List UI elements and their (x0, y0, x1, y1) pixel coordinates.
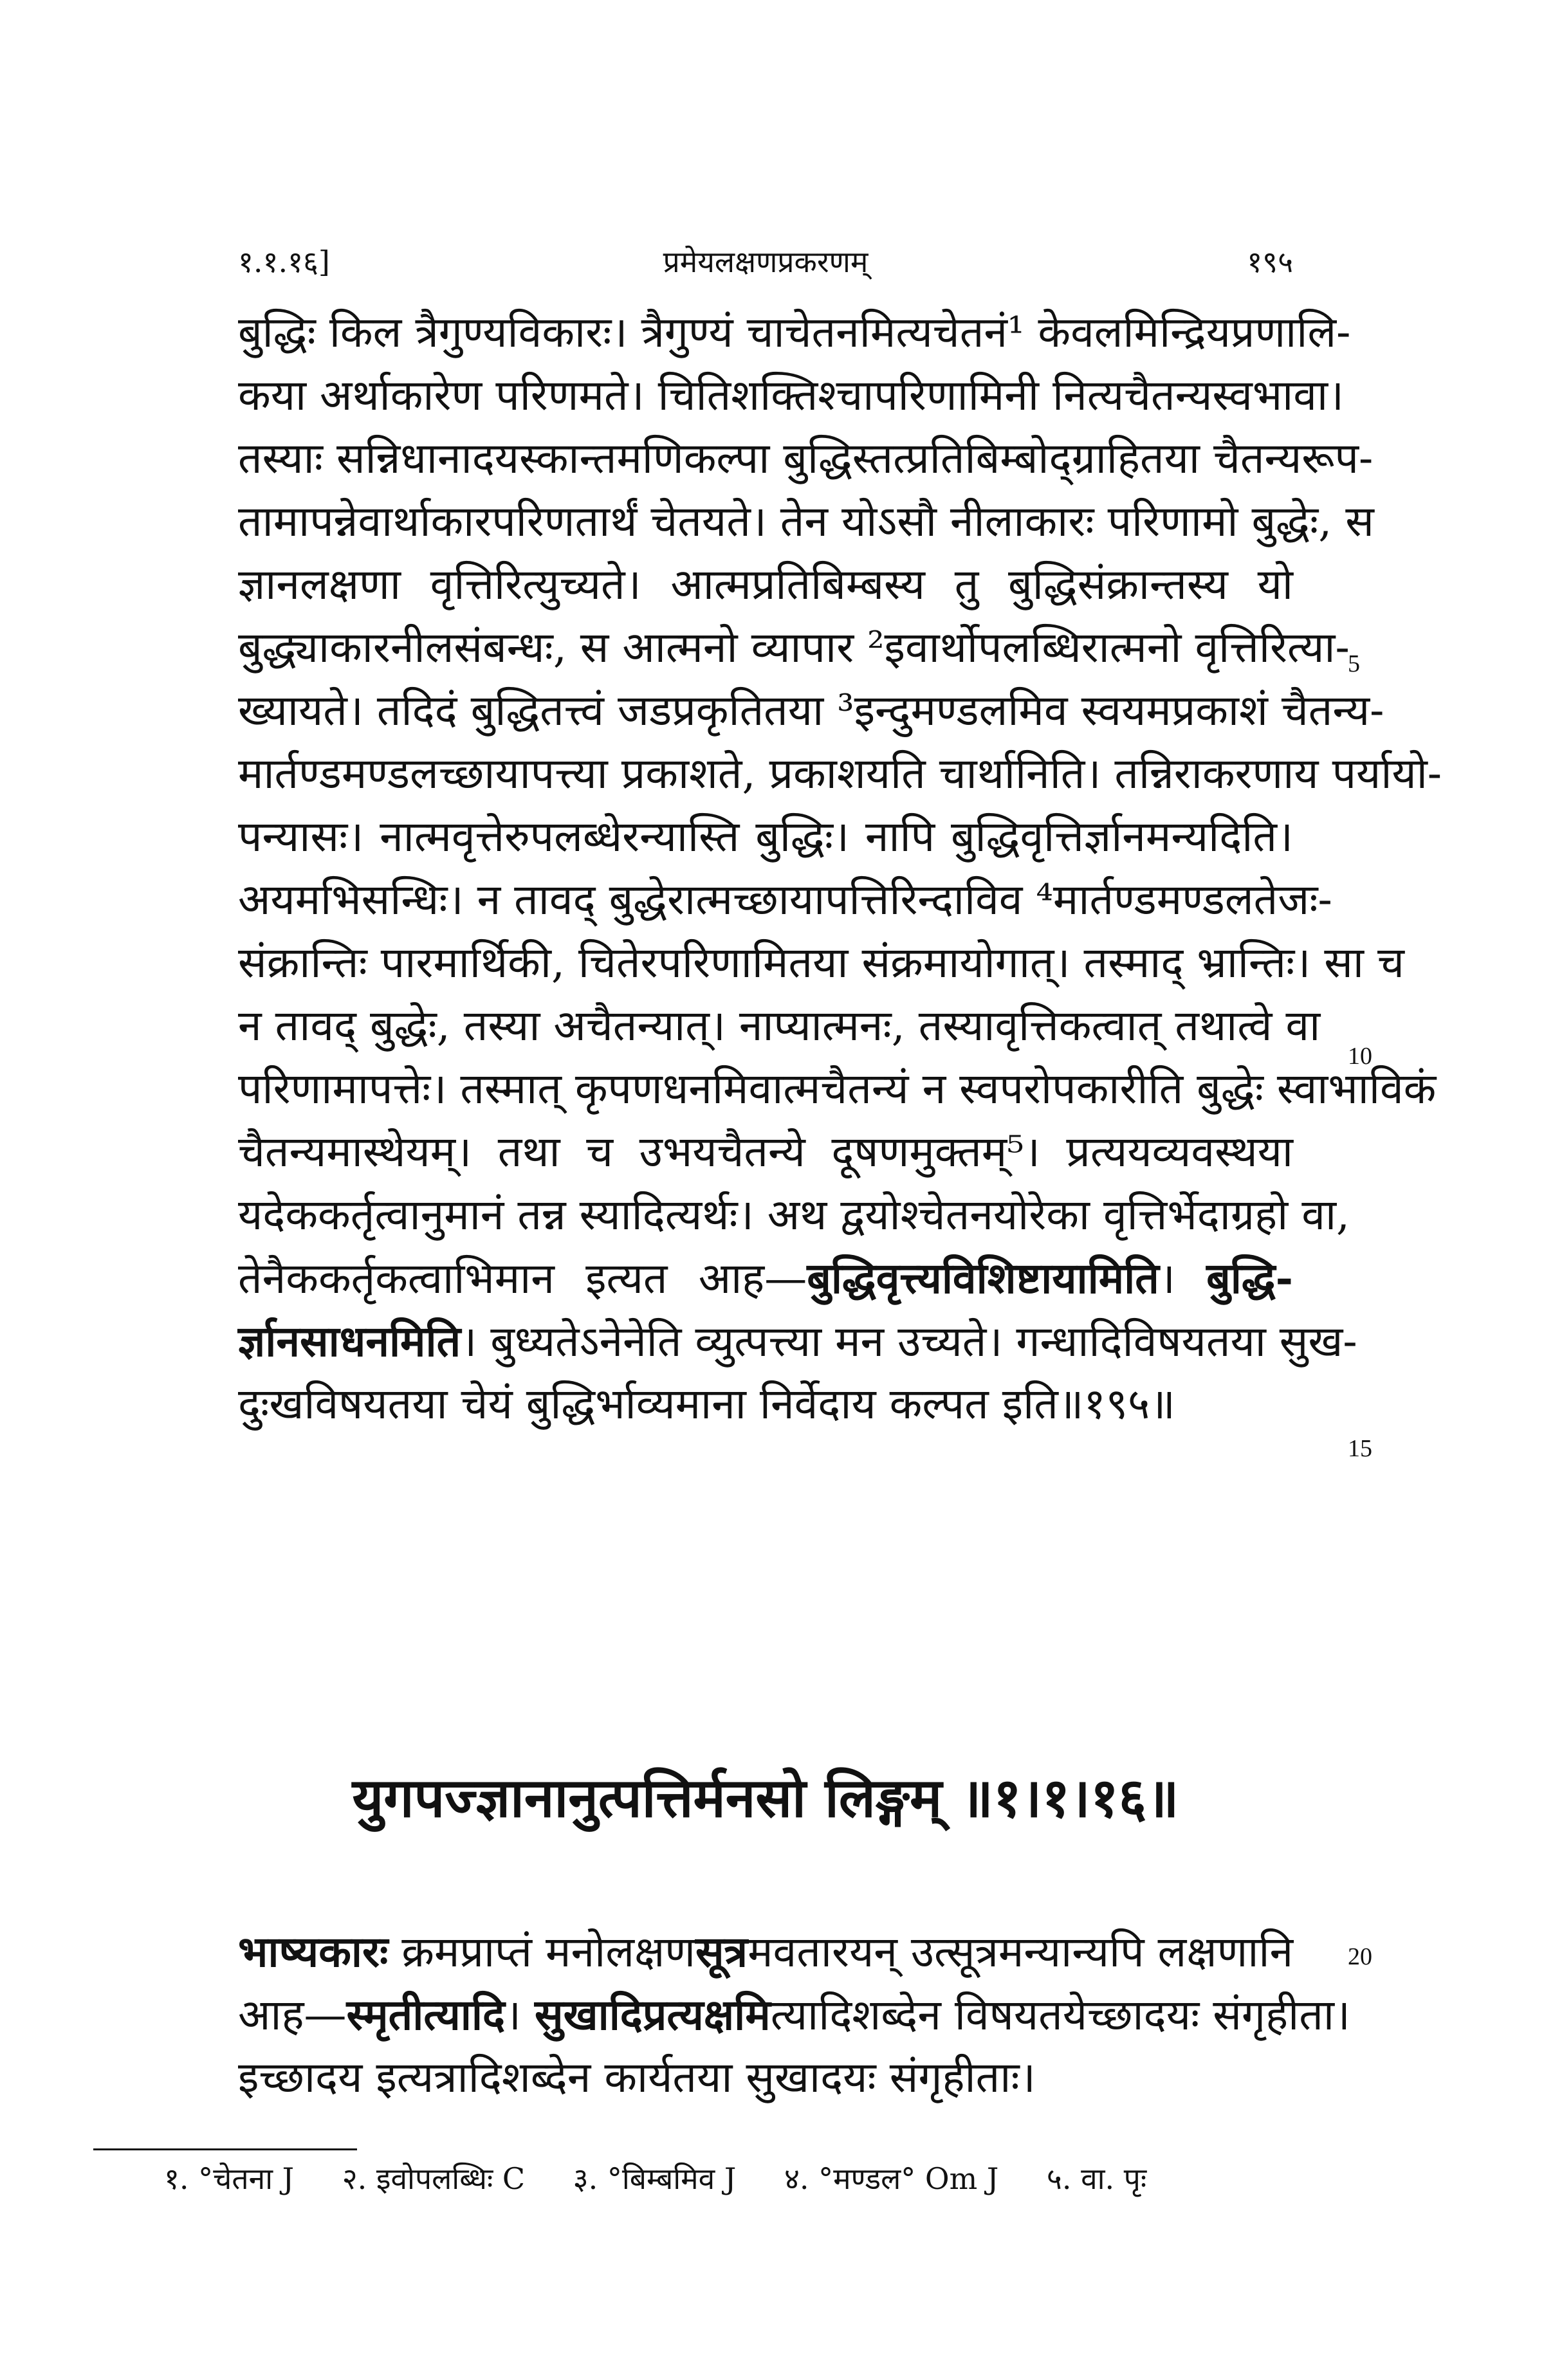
bold-term: भाष्यकारः (238, 1927, 389, 1977)
footnote: १. °चेतना J (164, 2161, 295, 2196)
text-line (238, 1247, 1293, 1310)
footnote: ३. °बिम्बमिव J (573, 2161, 737, 2196)
bold-term: बुद्धिवृत्त्यविशिष्टायामिति (807, 1253, 1159, 1303)
footnote: २. इवोपलब्धिः C (342, 2161, 526, 2196)
text-line: न तावद् बुद्धेः, तस्या अचैतन्यात्। नाप्यात्मनः, तस्यावृत्तिकत्वात् तथात्वे वा (238, 1001, 1321, 1050)
footnote: ५. वा. पृः (1046, 2161, 1147, 2196)
line-number: 15 (1348, 1435, 1372, 1462)
text-line: यदेककर्तृत्वानुमानं तन्न स्यादित्यर्थः। अथ द्वयोश्चेतनयोरेका वृत्तिर्भेदाग्रहो वा, (238, 1190, 1350, 1240)
text-line: मार्तण्डमण्डलच्छायापत्त्या प्रकाशते, प्रकाशयति चार्थानिति। तन्निराकरणाय पर्यायो- (238, 749, 1442, 798)
text-line: कया अर्थाकारेण परिणमते। चितिशक्तिश्चापरिणामिनी नित्यचैतन्यस्वभावा। (238, 371, 1345, 420)
text-segment: तेनैककर्तृकत्वाभिमान इत्यत आह— (238, 1254, 807, 1303)
text-line: दुःखविषयतया चेयं बुद्धिर्भाव्यमाना निर्वेदाय कल्पत इति॥१९५॥ (238, 1379, 1175, 1429)
bold-term: बुद्धि- (1206, 1253, 1293, 1303)
text-segment: मवतारयन् उत्सूत्रमन्यान्यपि लक्षणानि (748, 1927, 1294, 1977)
text-line (238, 1983, 1350, 2046)
bold-term: र्ज्ञानसाधनमिति (238, 1316, 461, 1366)
header-section-ref: १.१.१६] (238, 244, 330, 279)
text-line: चैतन्यमास्थेयम्। तथा च उभयचैतन्ये दूषणमुक्तम्⁵। प्रत्ययव्यवस्थया (238, 1127, 1293, 1176)
footnotes (164, 2158, 1309, 2198)
text-segment: क्रमप्राप्तं मनोलक्षण (388, 1927, 696, 1977)
text-line: बुद्ध्याकारनीलसंबन्धः, स आत्मनो व्यापार ²इवार्थोपलब्धिरात्मनो वृत्तिरित्या- (238, 623, 1350, 672)
text-segment: । बुध्यतेऽनेनेति व्युत्पत्त्या मन उच्यते। गन्धादिविषयतया सुख- (461, 1317, 1357, 1366)
header-chapter-title: प्रमेयलक्षणप्रकरणम् (663, 244, 868, 279)
text-line: ख्यायते। तदिदं बुद्धितत्त्वं जडप्रकृतितया ³इन्दुमण्डलमिव स्वयमप्रकाशं चैतन्य- (238, 686, 1384, 735)
footnote-rule (93, 2148, 357, 2150)
text-line: संक्रान्तिः पारमार्थिकी, चितेरपरिणामितया संक्रमायोगात्। तस्माद् भ्रान्तिः। सा च (238, 938, 1404, 987)
header-page-number: १९५ (1247, 244, 1293, 279)
bhashya-paragraph (238, 1920, 1350, 2109)
text-line (238, 1310, 1357, 1373)
text-line: तामापन्नेवार्थाकारपरिणतार्थं चेतयते। तेन योऽसौ नीलाकारः परिणामो बुद्धेः, स (238, 497, 1374, 546)
text-segment: । (505, 1990, 535, 2040)
running-header (238, 241, 1293, 286)
text-line: पन्यासः। नात्मवृत्तेरुपलब्धेरन्यास्ति बुद्धिः। नापि बुद्धिवृत्तिर्ज्ञानमन्यदिति। (238, 812, 1293, 861)
text-segment: । (1159, 1254, 1207, 1303)
text-line: ज्ञानलक्षणा वृत्तिरित्युच्यते। आत्मप्रतिबिम्बस्य तु बुद्धिसंक्रान्तस्य यो (238, 560, 1293, 609)
footnote: ४. °मण्डल° Om J (784, 2161, 999, 2196)
bold-term: सूत्र (695, 1927, 748, 1977)
text-line: तस्याः सन्निधानादयस्कान्तमणिकल्पा बुद्धिस्तत्प्रतिबिम्बोद्ग्राहितया चैतन्यरूप- (238, 434, 1374, 483)
text-segment: आह— (238, 1990, 347, 2040)
line-number: 5 (1348, 650, 1360, 677)
line-number: 20 (1348, 1943, 1372, 1970)
text-line: इच्छादय इत्यत्रादिशब्देन कार्यतया सुखादयः संगृहीताः। (238, 2053, 1036, 2102)
text-line: परिणामापत्तेः। तस्मात् कृपणधनमिवात्मचैतन्यं न स्वपरोपकारीति बुद्धेः स्वाभाविकं (238, 1064, 1437, 1113)
text-line: बुद्धिः किल त्रैगुण्यविकारः। त्रैगुण्यं चाचेतनमित्यचेतनं¹ केवलमिन्द्रियप्रणालि- (238, 307, 1351, 357)
bold-term: स्मृतीत्यादि (346, 1990, 506, 2040)
text-line (238, 1920, 1293, 1983)
text-segment: त्यादिशब्देन विषयतयेच्छादयः संगृहीता। (770, 1990, 1350, 2040)
text-line: अयमभिसन्धिः। न तावद् बुद्धेरात्मच्छायापत्तिरिन्दाविव ⁴मार्तण्डमण्डलतेजः- (238, 875, 1332, 924)
bold-term: सुखादिप्रत्यक्षमि (535, 1990, 771, 2040)
sutra-heading: युगपज्ज्ञानानुत्पत्तिर्मनसो लिङ्गम् ॥१।१।१६॥ (352, 1766, 1179, 1829)
line-number: 10 (1348, 1043, 1372, 1070)
